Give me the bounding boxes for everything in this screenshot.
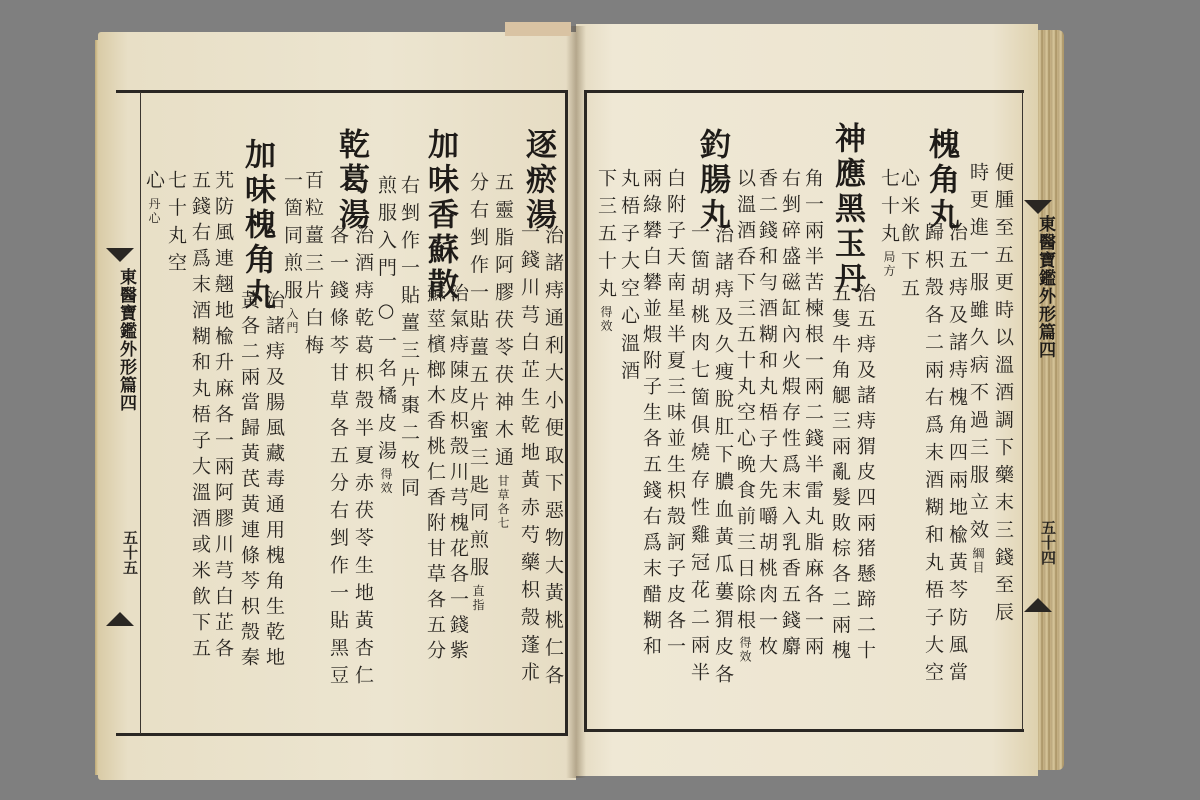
entry-heading: 乾葛湯 xyxy=(333,128,369,233)
gutter-shadow xyxy=(566,26,586,778)
text-column: 分右剉作一貼薑五片蜜三匙同煎服直指 xyxy=(467,172,489,613)
text-column: 黃各二兩當歸黃芪黃連條芩枳殼秦 xyxy=(238,290,260,673)
text-column: 時更進一服雖久病不過三服立效綱目 xyxy=(967,162,989,575)
fish-tail-mark-bottom xyxy=(1024,598,1052,612)
text-column: 右剉作一貼薑三片棗二枚同 xyxy=(398,175,420,505)
entry-heading: 槐角丸 xyxy=(923,128,959,233)
text-column: 便腫至五更時以溫酒調下藥末三錢至辰 xyxy=(992,162,1014,630)
text-column: 七十丸空 xyxy=(165,170,187,280)
text-column: 各一錢條芩甘草各五分右剉作一貼黑豆 xyxy=(327,225,349,693)
left-page-number: 五十五 xyxy=(121,530,139,575)
right-page-number: 五十四 xyxy=(1039,520,1057,565)
text-column: 治五痔及諸痔猬皮四兩猪懸蹄二十 xyxy=(854,283,876,666)
source-citation: 綱目 xyxy=(971,547,985,575)
text-column: 歸枳殼各二兩右爲末酒糊和丸梧子大空 xyxy=(922,222,944,690)
text-column: 兩綠礬白礬並煆附子生各五錢右爲末醋糊和 xyxy=(640,168,662,662)
text-column: 煎服入門 ○一名橘皮湯得效 xyxy=(375,175,397,496)
entry-heading: 釣腸丸 xyxy=(694,128,730,233)
right-margin-rule xyxy=(1022,92,1023,730)
left-margin-title: 東醫寶鑑外形篇四 xyxy=(116,268,136,412)
text-column: 右剉碎盛磁缸內火煆存性爲末入乳香五錢麝 xyxy=(779,168,801,662)
paper-tab xyxy=(505,22,571,36)
text-column: 一錢川芎白芷生乾地黃赤芍藥枳殼蓬朮 xyxy=(518,222,540,690)
right-margin-title: 東醫寶鑑外形篇四 xyxy=(1035,215,1055,359)
left-margin-rule xyxy=(140,92,141,734)
text-column: 心米飮下五 xyxy=(898,168,920,306)
text-column: 五靈脂阿膠茯苓茯神木通甘草各七 xyxy=(492,172,514,531)
text-column: 五錢右爲末酒糊和丸梧子大溫酒或米飮下五 xyxy=(189,170,211,664)
fish-tail-mark-bottom xyxy=(106,612,134,626)
text-column: 心丹心 xyxy=(143,170,165,226)
text-column: 白附子天南星半夏三味並生枳殼訶子皮各一 xyxy=(664,168,686,662)
fish-tail-mark-top xyxy=(1024,200,1052,214)
text-column: 丸梧子大空心溫酒 xyxy=(618,168,640,388)
entry-heading: 神應黑玉丹 xyxy=(829,122,865,297)
annotation: 甘草各七 xyxy=(496,474,510,531)
text-column: 一箇同煎服入門 xyxy=(281,170,303,336)
text-column: 治諸痔通利大小便取下惡物大黃桃仁各 xyxy=(542,225,564,693)
source-citation: 得效 xyxy=(379,467,393,496)
source-citation: 丹心 xyxy=(147,197,161,226)
text-column: 治氣痔陳皮枳殼川芎槐花各一錢紫 xyxy=(447,283,469,666)
source-citation: 局方 xyxy=(882,250,896,279)
text-column: 以溫酒呑下三五十丸空心晩食前三日除根得效 xyxy=(734,168,756,664)
source-citation: 得效 xyxy=(738,636,752,664)
text-column: 治諸痔及久痩脫肛下膿血黃瓜蔞猬皮各 xyxy=(712,224,734,692)
text-column: 治五痔及諸痔槐角四兩地楡黃芩防風當 xyxy=(946,222,968,690)
entry-heading: 加味槐角丸 xyxy=(239,138,275,313)
text-column: 治酒痔乾葛枳殼半夏赤茯苓生地黃杏仁 xyxy=(352,225,374,693)
text-column: 五隻牛角䚡三兩亂髮敗棕各二兩槐 xyxy=(829,283,851,666)
text-column: 百粒薑三片白梅 xyxy=(302,170,324,363)
entry-heading: 逐瘀湯 xyxy=(520,128,556,233)
text-column: 下三五十丸得效 xyxy=(595,168,617,334)
entry-heading: 加味香蘇散 xyxy=(422,128,458,303)
text-column: 一箇胡桃肉七箇俱燒存性雞冠花二兩半 xyxy=(688,222,710,690)
text-column: 七十丸局方 xyxy=(878,168,900,279)
source-citation: 直指 xyxy=(471,584,485,613)
text-column: 角一兩半苦楝根一兩二錢半雷丸脂麻各一兩 xyxy=(802,168,824,662)
text-column: 香二錢和勻酒糊和丸梧子大先嚼胡桃肉一枚 xyxy=(756,168,778,662)
text-column: 艽防風連翹地楡升麻各一兩阿膠川芎白芷各 xyxy=(212,170,234,664)
source-citation: 得效 xyxy=(599,305,613,334)
source-citation: 入門 xyxy=(285,307,299,336)
text-column: 蘇莖檳榔木香桃仁香附甘草各五分 xyxy=(424,283,446,666)
text-column: 治諸痔及腸風藏毒通用槐角生乾地 xyxy=(263,290,285,673)
fish-tail-mark-top xyxy=(106,248,134,262)
